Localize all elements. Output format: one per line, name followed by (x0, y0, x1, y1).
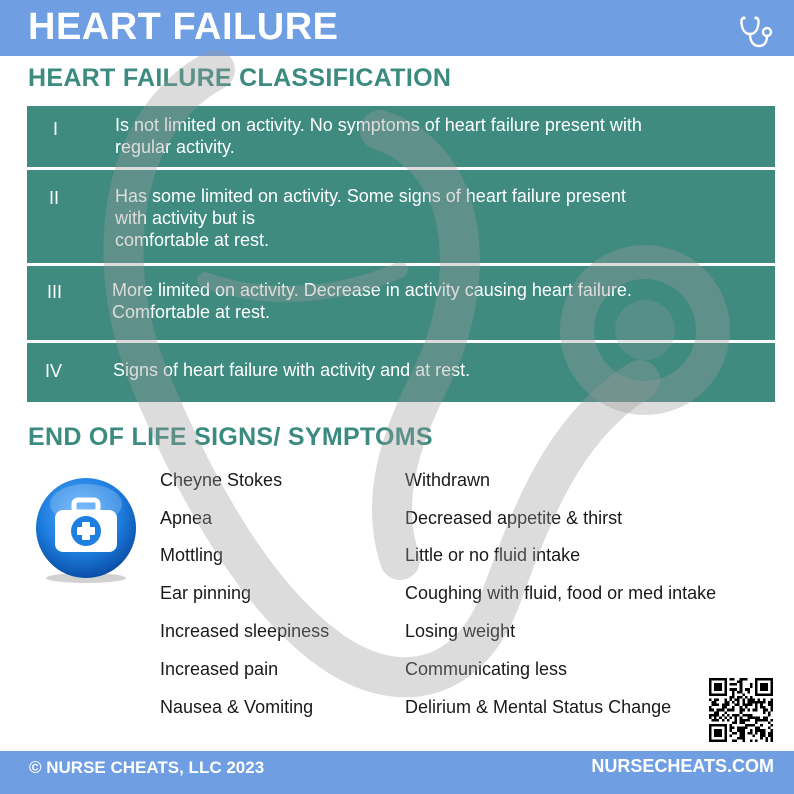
symptom-item: Mottling (160, 545, 224, 565)
symptom-item: Increased pain (160, 659, 279, 679)
class-number: IV (45, 361, 63, 381)
classification-title: HEART FAILURE CLASSIFICATION (28, 64, 452, 92)
symptom-item: Delirium & Mental Status Change (405, 697, 672, 717)
symptom-item: Nausea & Vomiting (160, 697, 314, 717)
symptom-item: Losing weight (405, 621, 516, 641)
class-row-4 (27, 343, 775, 402)
first-aid-kit-icon (33, 478, 139, 584)
symptom-item: Coughing with fluid, food or med intake (405, 583, 717, 603)
website-link[interactable]: NURSECHEATS.COM (591, 756, 774, 776)
end-of-life-title: END OF LIFE SIGNS/ SYMPTOMS (28, 423, 433, 451)
class-number: II (49, 188, 60, 208)
stethoscope-icon (738, 14, 774, 50)
class-row-3 (27, 266, 775, 340)
class-description: Is not limited on activity. No symptoms of heart failure present with regular activity. (115, 115, 642, 157)
class-number: I (53, 119, 59, 139)
copyright-text: © NURSE CHEATS, LLC 2023 (29, 758, 265, 777)
symptom-item: Apnea (160, 508, 213, 528)
class-row-1 (27, 106, 775, 167)
footer-bar (0, 751, 794, 794)
class-description: More limited on activity. Decrease in activity causing heart failure. Comfortable at rest. (112, 280, 632, 322)
class-description: Signs of heart failure with activity and at rest. (113, 360, 471, 380)
symptom-item: Withdrawn (405, 470, 491, 490)
symptom-item: Cheyne Stokes (160, 470, 283, 490)
class-description: Has some limited on activity. Some signs of heart failure present with activity but is comfortable at rest. (115, 186, 626, 250)
page-title: HEART FAILURE (28, 6, 339, 48)
class-row-2 (27, 170, 775, 263)
header-bar (0, 0, 794, 56)
symptom-item: Little or no fluid intake (405, 545, 581, 565)
symptom-item: Increased sleepiness (160, 621, 330, 641)
class-number: III (47, 282, 63, 302)
qr-code[interactable] (709, 678, 773, 742)
symptom-item: Decreased appetite & thirst (405, 508, 623, 528)
symptom-item: Communicating less (405, 659, 568, 679)
symptom-item: Ear pinning (160, 583, 252, 603)
